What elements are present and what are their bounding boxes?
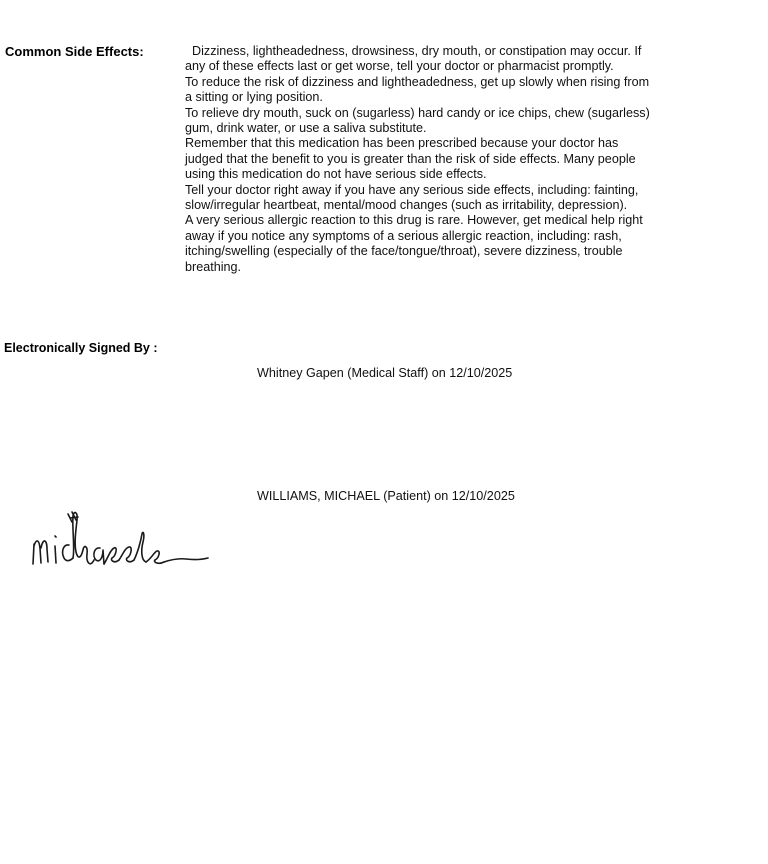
handwritten-signature-image xyxy=(28,508,212,580)
side-effects-paragraph: Tell your doctor right away if you have any serious side effects, including: fainting, slow/irregular heartbeat, mental/mood changes (such as irritability, depression). xyxy=(185,182,639,213)
side-effects-paragraph: To reduce the risk of dizziness and lightheadedness, get up slowly when rising from a sitting or lying position. xyxy=(185,74,650,105)
side-effects-paragraph: Remember that this medication has been prescribed because your doctor has judged that the benefit to you is greater than the risk of side effects. Many people using this medication do not have serious side effects. xyxy=(185,136,636,182)
side-effects-label: Common Side Effects: xyxy=(5,44,144,59)
patient-signature-line: WILLIAMS, MICHAEL (Patient) on 12/10/2025 xyxy=(257,489,515,503)
side-effects-paragraph: Dizziness, lightheadedness, drowsiness, dry mouth, or constipation may occur. If any of these effects last or get worse, tell your doctor or pharmacist promptly. xyxy=(185,44,642,74)
side-effects-paragraph: A very serious allergic reaction to this drug is rare. However, get medical help right away if you notice any symptoms of a serious allergic reaction, including: rash, itching/swelling (especially of the face/tongue/throat), severe dizziness, trouble breathing. xyxy=(185,213,643,274)
staff-signature-line: Whitney Gapen (Medical Staff) on 12/10/2025 xyxy=(257,366,513,380)
electronically-signed-by-label: Electronically Signed By : xyxy=(4,341,158,355)
side-effects-text xyxy=(185,44,659,275)
side-effects-paragraph: To relieve dry mouth, suck on (sugarless) hard candy or ice chips, chew (sugarless) gum, drink water, or use a saliva substitute. xyxy=(185,105,650,136)
